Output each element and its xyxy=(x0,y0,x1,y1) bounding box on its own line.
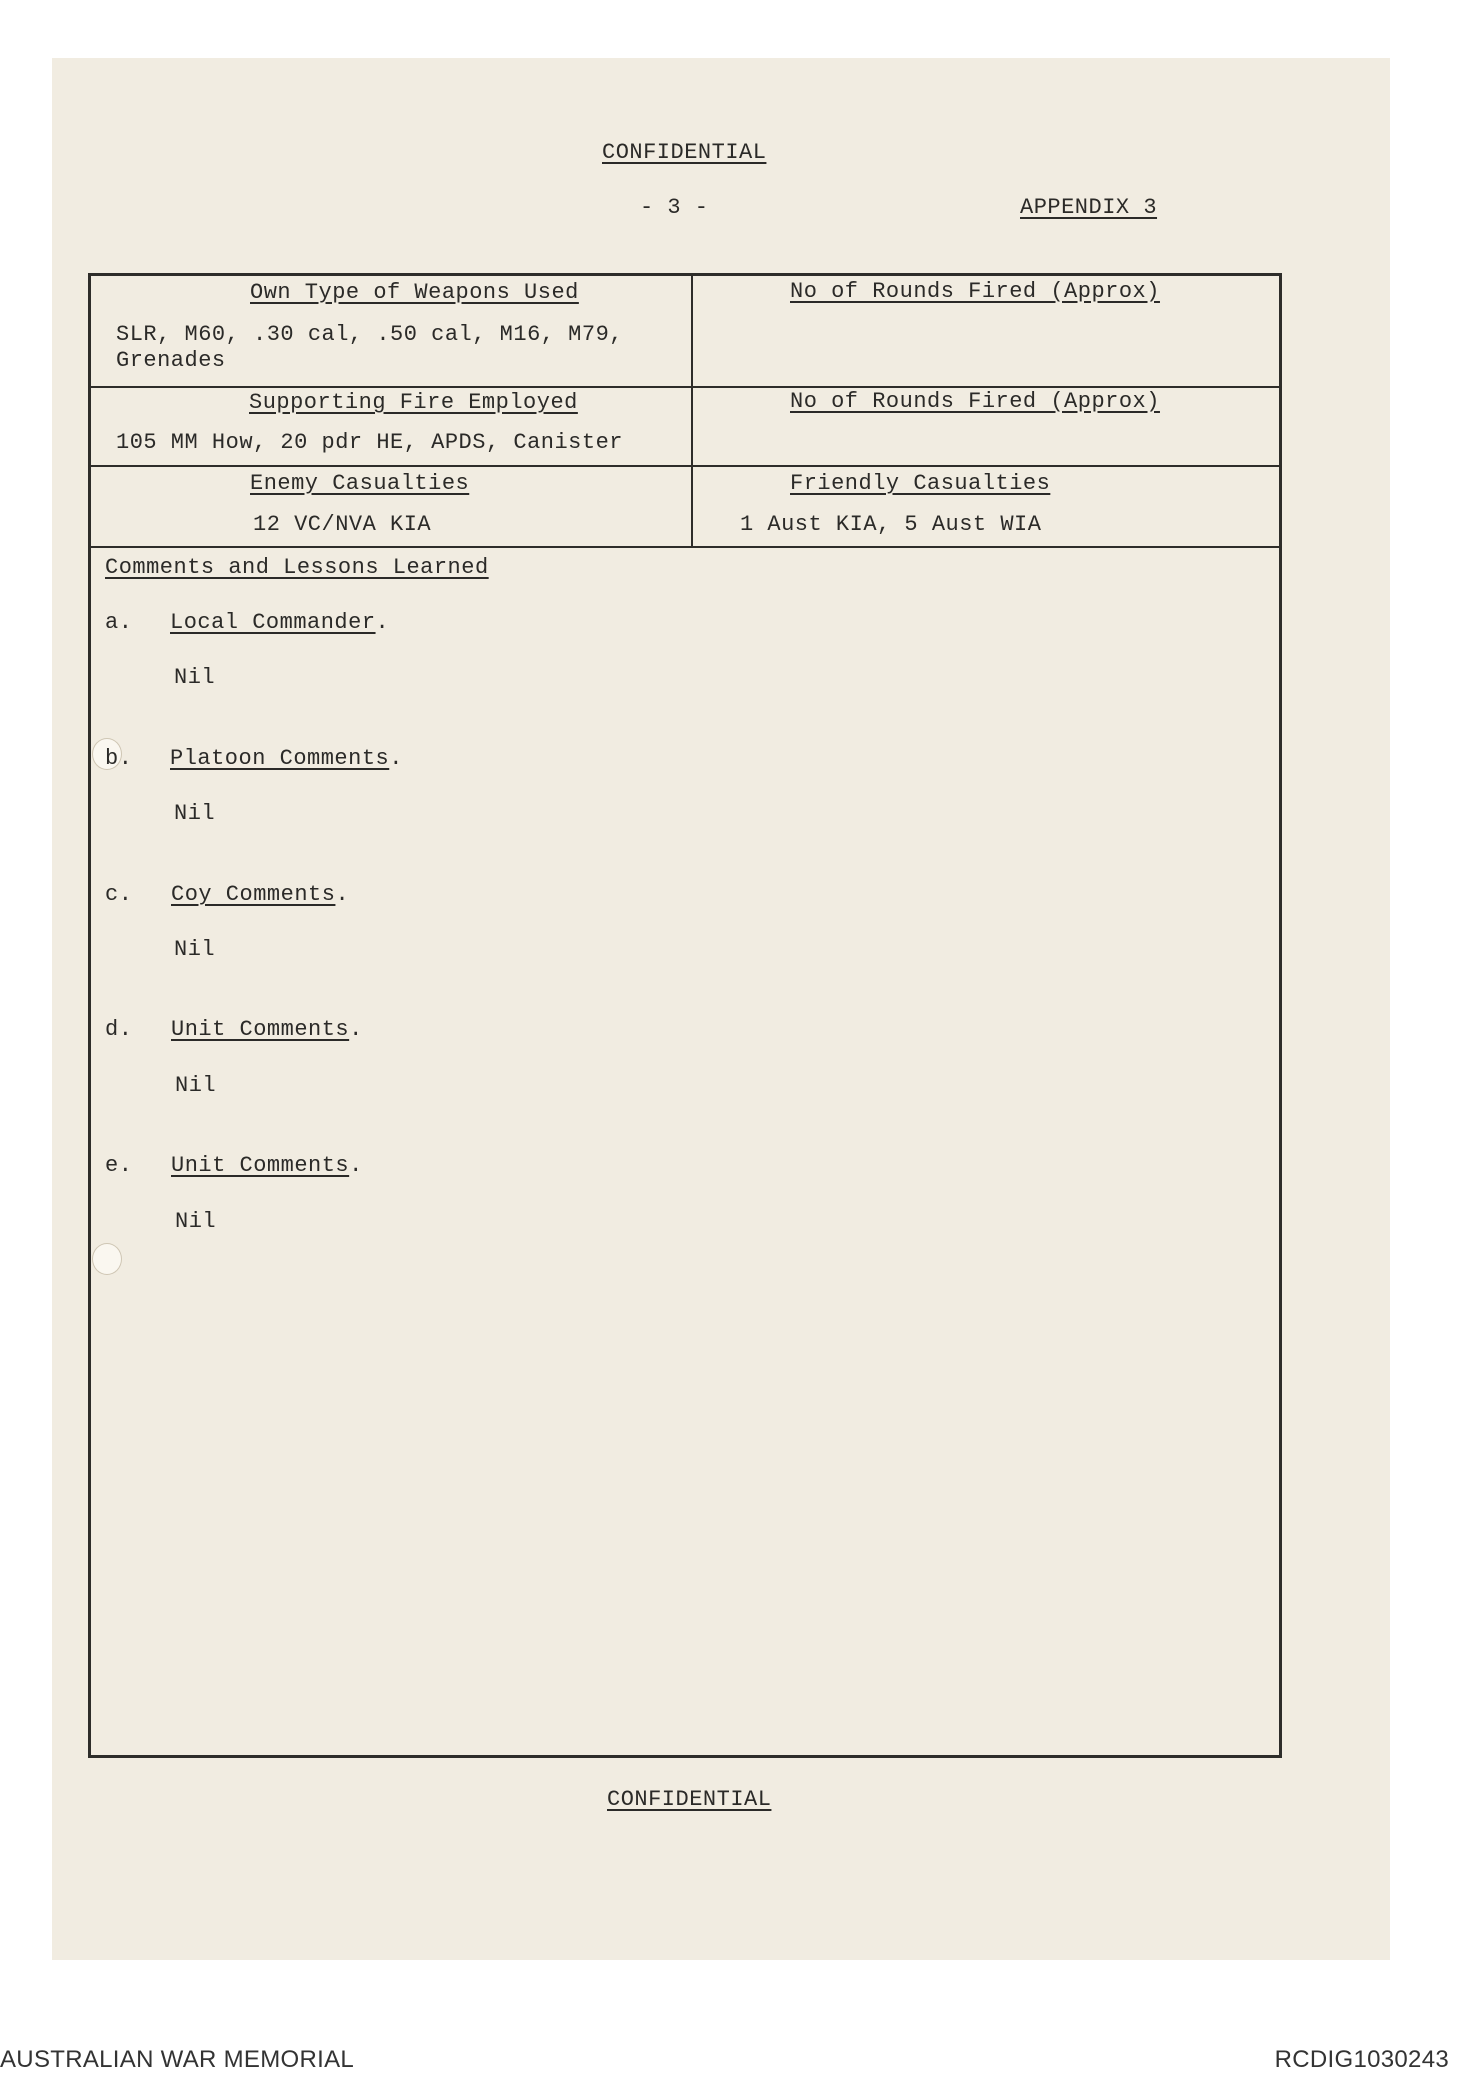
comment-value-c: Nil xyxy=(174,937,216,962)
comment-value-d: Nil xyxy=(175,1073,217,1098)
table-border-bottom xyxy=(88,1755,1282,1758)
comment-title-d: Unit Comments. xyxy=(171,1017,363,1042)
punch-hole-bottom xyxy=(92,1243,122,1275)
comment-letter-c: c. xyxy=(105,882,133,907)
table-border-right xyxy=(1279,273,1282,1758)
friendly-casualties-heading: Friendly Casualties xyxy=(790,471,1051,496)
table-border-left xyxy=(88,273,91,1758)
supporting-fire-heading: Supporting Fire Employed xyxy=(249,390,578,415)
comment-letter-d: d. xyxy=(105,1017,133,1042)
friendly-casualties-value: 1 Aust KIA, 5 Aust WIA xyxy=(740,512,1042,537)
enemy-casualties-value: 12 VC/NVA KIA xyxy=(253,512,432,537)
appendix-label: APPENDIX 3 xyxy=(1020,195,1158,220)
table-row-divider-3 xyxy=(88,546,1282,548)
page-number: - 3 - xyxy=(640,195,709,220)
comment-title-c: Coy Comments. xyxy=(171,882,350,907)
archive-source-label: AUSTRALIAN WAR MEMORIAL xyxy=(0,2046,355,2073)
comment-title-e: Unit Comments. xyxy=(171,1153,363,1178)
rounds-fired-heading-1: No of Rounds Fired (Approx) xyxy=(790,279,1160,304)
comment-letter-e: e. xyxy=(105,1153,133,1178)
supporting-fire-value: 105 MM How, 20 pdr HE, APDS, Canister xyxy=(116,430,623,455)
weapons-used-value-line-1: SLR, M60, .30 cal, .50 cal, M16, M79, xyxy=(116,322,623,347)
table-row-divider-1 xyxy=(88,386,1282,388)
archive-reference-id: RCDIG1030243 xyxy=(1274,2046,1449,2073)
comment-letter-a: a. xyxy=(105,610,133,635)
weapons-used-value-line-2: Grenades xyxy=(116,348,226,373)
comment-title-a: Local Commander. xyxy=(170,610,390,635)
classification-footer: CONFIDENTIAL xyxy=(607,1787,772,1812)
comment-value-e: Nil xyxy=(175,1209,217,1234)
comments-heading: Comments and Lessons Learned xyxy=(105,555,489,580)
rounds-fired-heading-2: No of Rounds Fired (Approx) xyxy=(790,389,1160,414)
comment-value-a: Nil xyxy=(174,665,216,690)
weapons-used-heading: Own Type of Weapons Used xyxy=(250,280,579,305)
enemy-casualties-heading: Enemy Casualties xyxy=(250,471,470,496)
table-column-divider xyxy=(691,273,693,547)
comment-value-b: Nil xyxy=(174,801,216,826)
comment-letter-b: b. xyxy=(105,746,133,771)
table-row-divider-2 xyxy=(88,465,1282,467)
classification-header: CONFIDENTIAL xyxy=(602,140,767,165)
table-border-top xyxy=(88,273,1282,276)
comment-title-b: Platoon Comments. xyxy=(170,746,403,771)
